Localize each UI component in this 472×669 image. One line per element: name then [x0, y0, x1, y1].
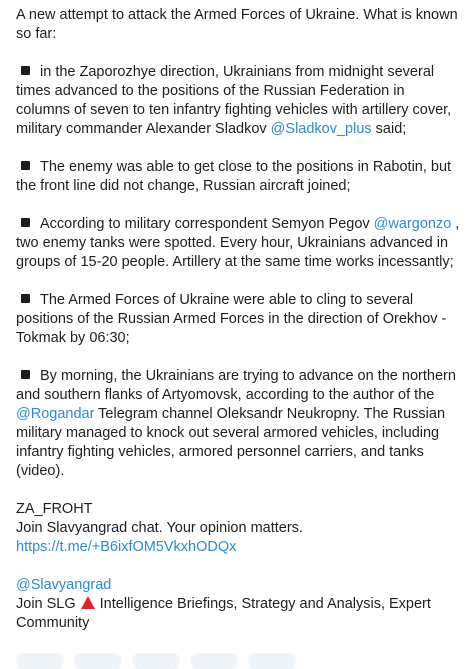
item-text: The Armed Forces of Ukraine were able to cling to several positions of the Russian Armed Forces in the direction of Orekhov - Tokmak by 06:30; — [16, 292, 447, 346]
reaction-chip[interactable] — [248, 653, 296, 669]
black-square-icon — [21, 218, 30, 227]
list-item — [16, 215, 462, 272]
list-item — [16, 158, 462, 196]
rogandar-mention-link[interactable]: @Rogandar — [16, 406, 95, 422]
channel-link-line — [16, 576, 462, 595]
list-item — [16, 63, 462, 139]
item-text: Telegram channel Oleksandr Neukropny. The Russian military managed to knock out several armored vehicles, including infantry fighting vehicles, armored personnel carriers, and tanks (video). — [16, 406, 446, 479]
black-square-icon — [21, 370, 30, 379]
chat-invite-link[interactable]: https://t.me/+B6ixfOM5VkxhODQx — [16, 539, 237, 555]
list-item — [16, 291, 462, 348]
black-square-icon — [21, 161, 30, 170]
item-text: said; — [371, 121, 407, 137]
reaction-chip[interactable] — [74, 653, 122, 669]
chat-invite-link-line — [16, 538, 462, 557]
source-label: ZA_FROHT — [16, 501, 93, 517]
sladkov-mention-link[interactable]: @Sladkov_plus — [270, 121, 372, 137]
reactions-bar — [16, 653, 296, 669]
channel-mention-link[interactable]: @Slavyangrad — [16, 577, 112, 593]
reaction-chip[interactable] — [190, 653, 238, 669]
black-square-icon — [21, 66, 30, 75]
red-triangle-icon — [81, 596, 95, 609]
join-slg-label: Join SLG — [16, 596, 76, 612]
black-square-icon — [21, 294, 30, 303]
item-text: By morning, the Ukrainians are trying to advance on the northern and southern flanks of Artyomovsk, according to the author of the — [16, 368, 456, 403]
item-text: The enemy was able to get close to the positions in Rabotin, but the front line did not change, Russian aircraft joined; — [16, 159, 452, 194]
reaction-chip[interactable] — [16, 653, 64, 669]
join-slg-description: Intelligence Briefings, Strategy and Analysis, Expert Community — [16, 596, 431, 631]
message-intro: A new attempt to attack the Armed Forces of Ukraine. What is known so far: — [16, 7, 458, 42]
reaction-chip[interactable] — [132, 653, 180, 669]
chat-invite-text: Join Slavyangrad chat. Your opinion matters. — [16, 520, 303, 536]
item-text: According to military correspondent Semyon Pegov — [40, 216, 374, 232]
wargonzo-mention-link[interactable]: @wargonzo — [373, 216, 452, 232]
list-item — [16, 367, 462, 481]
item-text: in the Zaporozhye direction, Ukrainians from midnight several times advanced to the positions of the Russian Federation in columns of seven to ten infantry fighting vehicles with artillery cover, military commander Alexander Sladkov — [16, 64, 452, 137]
item-text: , two enemy tanks were spotted. Every hour, Ukrainians advanced in groups of 15-20 people. Artillery at the same time works incessantly; — [16, 216, 460, 270]
join-slg-text — [16, 595, 462, 633]
